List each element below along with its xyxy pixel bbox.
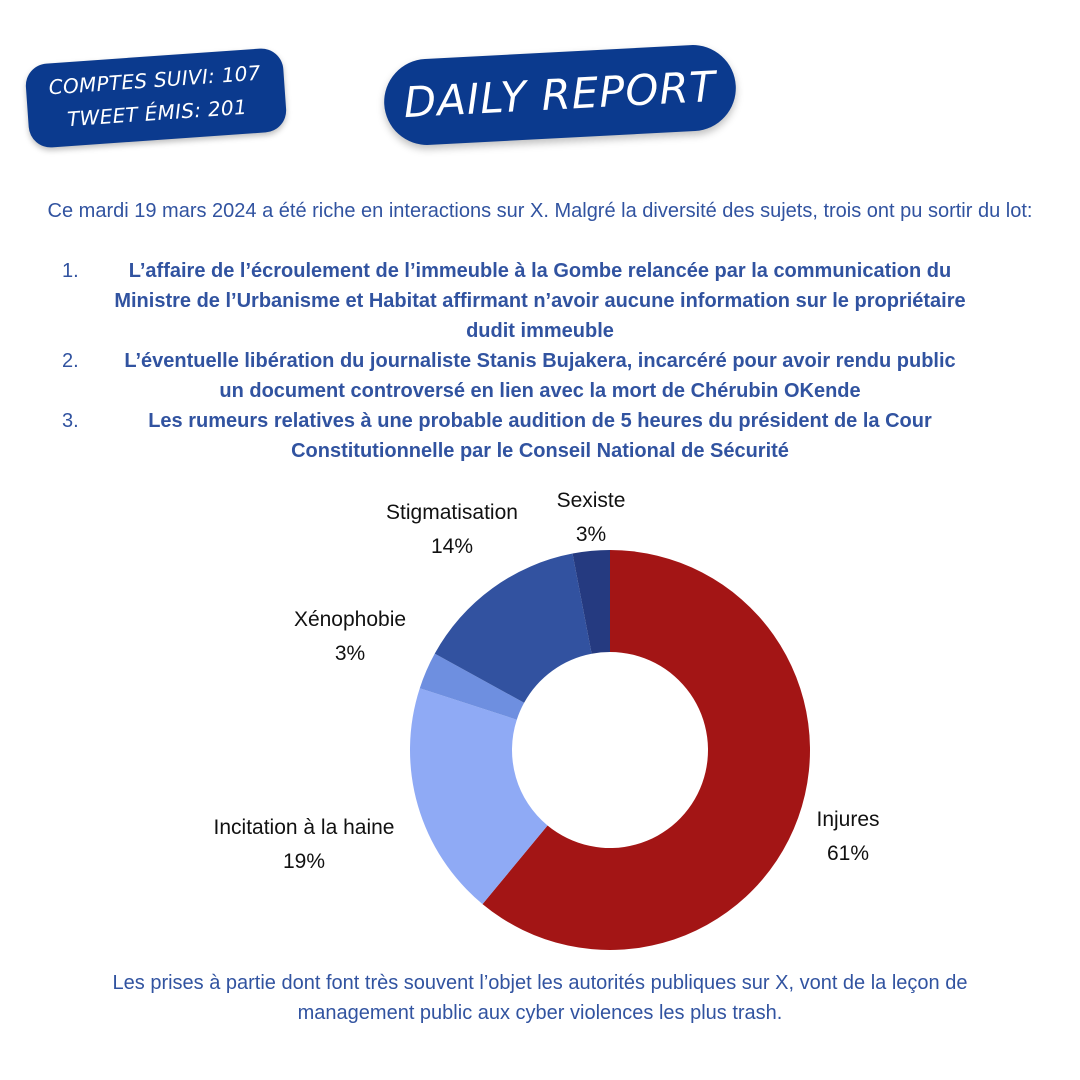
list-item [40,346,1040,406]
topic-text: L’éventuelle libération du journaliste Stanis Bujakera, incarcéré pour avoir rendu public un document controversé en lien avec la mort de Chérubin OKende [124,350,956,402]
slice-percent: 3% [334,642,366,665]
slice-percent: 3% [575,523,607,546]
page-title: DAILY REPORT [382,43,738,147]
slice-label: Incitation à la haine [213,816,395,839]
slice-label: Sexiste [556,489,626,512]
list-item [40,406,1040,466]
slice-label: Injures [816,808,880,831]
slice-percent: 14% [430,535,474,558]
slice-percent: 19% [282,850,326,873]
donut-chart [0,470,1080,960]
slice-label: Stigmatisation [386,501,518,524]
topics-list [40,256,1040,466]
footer-text: Les prises à partie dont font très souvent l’objet les autorités publiques sur X, vont de la leçon de management public aux cyber violences les plus trash. [112,972,968,1024]
slice-label: Xénophobie [293,608,407,631]
topic-number: 1. [62,260,79,282]
topic-number: 3. [62,410,79,432]
tweets-sent: TWEET ÉMIS: 201 [66,94,248,132]
accounts-followed: COMPTES SUIVI: 107 [47,60,262,100]
intro-text: Ce mardi 19 mars 2024 a été riche en interactions sur X. Malgré la diversité des sujets, trois ont pu sortir du lot: [47,200,1033,222]
list-item [40,256,1040,346]
stats-badge [24,47,287,149]
slice-percent: 61% [826,842,870,865]
topic-text: Les rumeurs relatives à une probable audition de 5 heures du président de la Cour Constitutionnelle par le Conseil National de Sécurité [148,410,932,462]
topic-text: L’affaire de l’écroulement de l’immeuble à la Gombe relancée par la communication du Ministre de l’Urbanisme et Habitat affirmant n’avoir aucune information sur le propriétaire dudit immeuble [114,260,966,342]
topic-number: 2. [62,350,79,372]
